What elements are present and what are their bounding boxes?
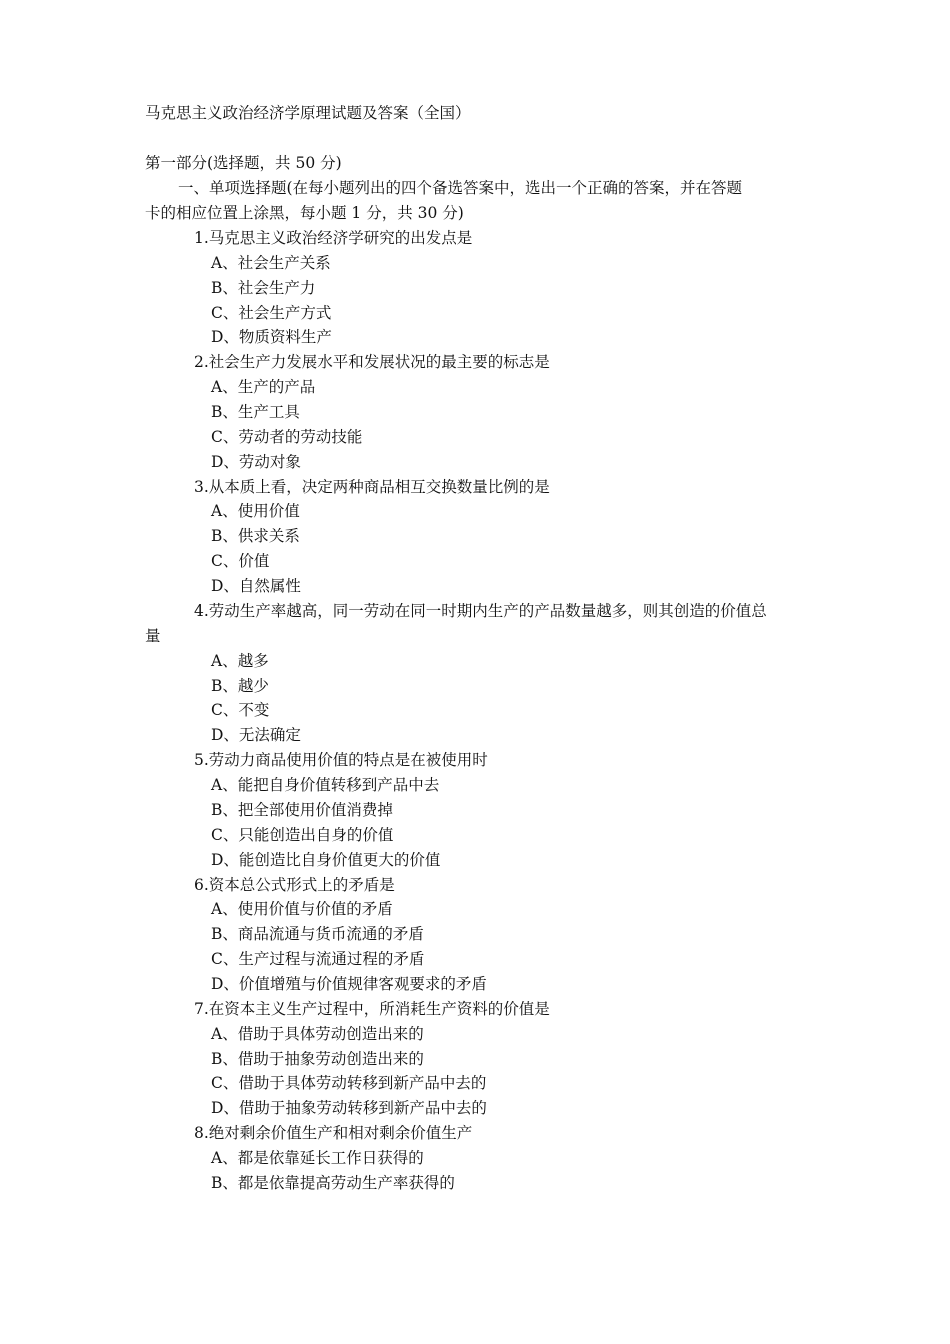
answer-option: D、借助于抽象劳动转移到新产品中去的 [211,1099,487,1117]
answer-option: B、把全部使用价值消费掉 [211,801,393,819]
answer-option: C、价值 [211,552,270,570]
answer-option: A、使用价值 [211,502,300,520]
answer-option: A、使用价值与价值的矛盾 [211,900,393,918]
answer-option: A、社会生产关系 [211,254,331,272]
answer-option: B、都是依靠提高劳动生产率获得的 [211,1174,455,1192]
answer-option: A、越多 [211,652,269,670]
answer-option: D、自然属性 [211,577,301,595]
answer-option: D、劳动对象 [211,453,301,471]
answer-option: D、物质资料生产 [211,328,332,346]
answer-option: D、能创造比自身价值更大的价值 [211,851,441,869]
answer-option: C、借助于具体劳动转移到新产品中去的 [211,1074,487,1092]
answer-option: C、只能创造出自身的价值 [211,826,394,844]
answer-option: A、借助于具体劳动创造出来的 [211,1025,424,1043]
answer-option: B、商品流通与货币流通的矛盾 [211,925,424,943]
answer-option: D、价值增殖与价值规律客观要求的矛盾 [211,975,487,993]
answer-option: B、越少 [211,677,269,695]
answer-option: C、生产过程与流通过程的矛盾 [211,950,425,968]
question-stem: 8.绝对剩余价值生产和相对剩余价值生产 [194,1124,473,1142]
question-stem: 3.从本质上看，决定两种商品相互交换数量比例的是 [194,478,550,496]
section-instruction-line1: 一、单项选择题(在每小题列出的四个备选答案中，选出一个正确的答案，并在答题 [178,179,743,197]
answer-option: A、能把自身价值转移到产品中去 [211,776,440,794]
answer-option: B、生产工具 [211,403,300,421]
question-stem-continuation: 量 [145,627,161,645]
answer-option: B、借助于抽象劳动创造出来的 [211,1050,424,1068]
question-stem: 7.在资本主义生产过程中，所消耗生产资料的价值是 [194,1000,550,1018]
answer-option: B、社会生产力 [211,279,316,297]
answer-option: A、生产的产品 [211,378,316,396]
answer-option: A、都是依靠延长工作日获得的 [211,1149,424,1167]
question-stem: 5.劳动力商品使用价值的特点是在被使用时 [194,751,488,769]
question-stem: 2.社会生产力发展水平和发展状况的最主要的标志是 [194,353,550,371]
question-stem: 6.资本总公式形式上的矛盾是 [194,876,395,894]
answer-option: D、无法确定 [211,726,301,744]
answer-option: C、劳动者的劳动技能 [211,428,363,446]
question-stem: 1.马克思主义政治经济学研究的出发点是 [194,229,473,247]
section-instruction-line2: 卡的相应位置上涂黑，每小题 1 分，共 30 分) [145,204,464,222]
answer-option: C、社会生产方式 [211,304,332,322]
answer-option: B、供求关系 [211,527,300,545]
answer-option: C、不变 [211,701,270,719]
part-heading: 第一部分(选择题，共 50 分) [145,154,342,172]
document-title: 马克思主义政治经济学原理试题及答案（全国） [145,104,471,122]
question-stem: 4.劳动生产率越高，同一劳动在同一时期内生产的产品数量越多，则其创造的价值总 [194,602,767,620]
